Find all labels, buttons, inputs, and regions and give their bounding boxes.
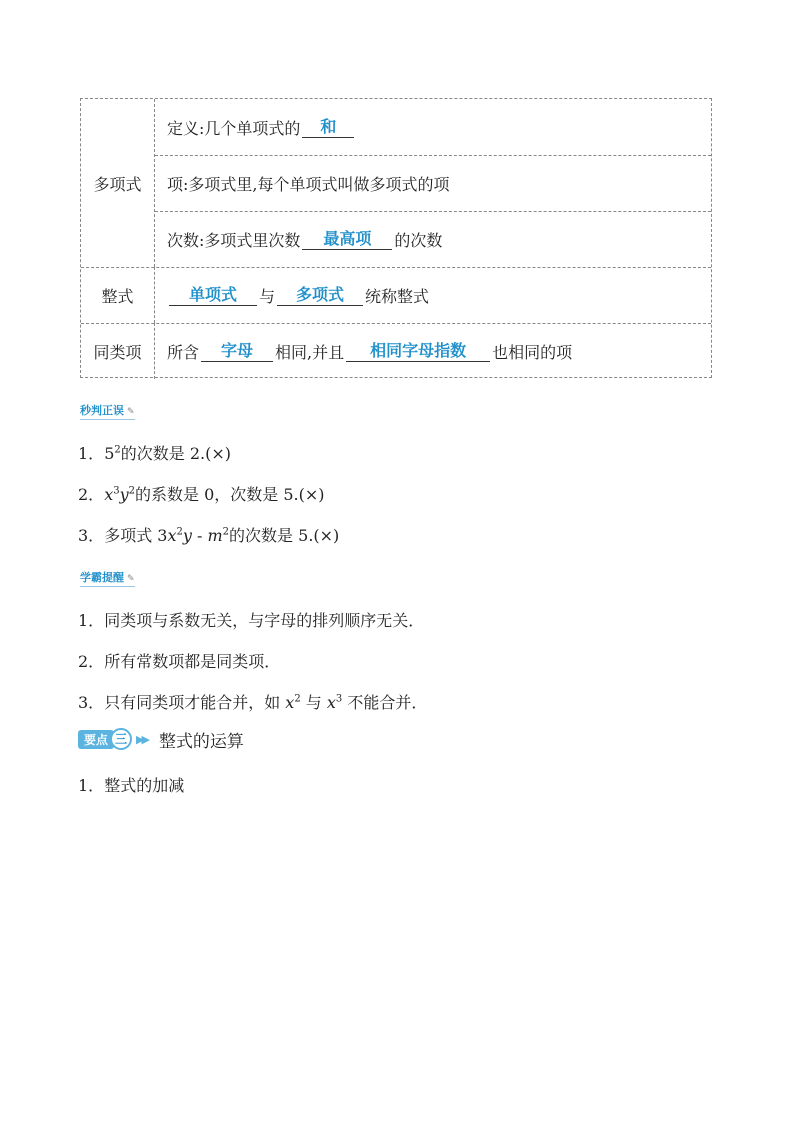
item-text: 与: [300, 693, 327, 712]
judge-badge-text: 秒判正误: [80, 404, 124, 417]
item-text: 多项式 3: [104, 526, 168, 545]
key-point-title: 整式的运算: [158, 731, 244, 752]
definition-row: [155, 99, 711, 155]
superscript: 3: [335, 693, 343, 705]
item-number: 3．: [78, 526, 105, 545]
tips-item-3: [78, 690, 427, 713]
item-text: 的系数是 0，次数是 5.(×): [135, 485, 325, 504]
degree-text: 次数:多项式里次数: [167, 230, 301, 250]
item-number: 2．: [78, 652, 105, 671]
math-var: x: [285, 693, 295, 712]
math-var: x: [104, 485, 114, 504]
tips-badge: [80, 569, 135, 587]
like-answer-1: 字母: [201, 341, 273, 362]
definition-text: 定义:几个单项式的: [167, 118, 301, 138]
superscript: 2: [114, 444, 121, 456]
integral-answer-1: 单项式: [169, 285, 257, 306]
like-prefix: 所含: [167, 342, 200, 362]
item-number: 3．: [78, 693, 105, 712]
key-point-header: [78, 729, 244, 752]
term-row: [155, 155, 711, 211]
integral-suffix: 统称整式: [365, 286, 430, 306]
item-number: 1．: [78, 611, 105, 630]
like-terms-row: [155, 323, 711, 379]
polynomial-label: 多项式: [81, 99, 155, 267]
pencil-icon: ✎: [127, 407, 135, 417]
degree-answer: 最高项: [302, 229, 392, 250]
like-terms-label: 同类项: [81, 323, 155, 379]
superscript: 2: [128, 485, 136, 497]
item-number: 1．: [78, 444, 105, 463]
integral-answer-2: 多项式: [277, 285, 363, 306]
item-text: 只有同类项才能合并，如: [104, 693, 286, 712]
item-text: 的次数是 5.(×): [229, 526, 340, 545]
superscript: 2: [294, 693, 301, 705]
degree-row: [155, 211, 711, 267]
item-text: 不能合并．: [342, 693, 428, 712]
double-arrow-icon: ▶▶: [136, 732, 147, 746]
superscript: 3: [113, 485, 120, 497]
integral-row: [155, 267, 711, 323]
tips-badge-text: 学霸提醒: [80, 571, 124, 584]
math-var: y: [119, 485, 129, 504]
like-answer-2: 相同字母指数: [346, 341, 490, 362]
superscript: 2: [176, 526, 183, 538]
math-var: x: [326, 693, 336, 712]
math: 5: [104, 444, 115, 463]
judge-item-1: [78, 441, 231, 464]
math-var: y: [182, 526, 192, 545]
item-number: 2．: [78, 485, 105, 504]
definition-answer: 和: [302, 117, 354, 138]
like-mid: 相同,并且: [275, 342, 345, 362]
integral-mid: 与: [259, 286, 276, 306]
math-var: x: [167, 526, 177, 545]
math-var: m: [207, 526, 223, 545]
tips-item-2: [78, 649, 280, 672]
superscript: 2: [222, 526, 230, 538]
item-number: 1．: [78, 776, 105, 795]
judge-item-2: [78, 482, 325, 505]
section-heading: [78, 773, 184, 796]
integral-label: 整式: [81, 267, 155, 323]
concept-table: [80, 98, 712, 378]
section-title: 整式的加减: [104, 776, 185, 795]
pencil-icon: ✎: [127, 574, 135, 584]
item-text: 所有常数项都是同类项．: [104, 652, 281, 671]
judge-badge: [80, 402, 135, 420]
term-text: 项:多项式里,每个单项式叫做多项式的项: [167, 174, 450, 194]
key-point-pill: 要点: [78, 730, 114, 749]
key-point-number: 三: [110, 728, 132, 750]
tips-item-1: [78, 608, 424, 631]
degree-suffix: 的次数: [394, 230, 443, 250]
item-text: 的次数是 2.(×): [120, 444, 231, 463]
judge-item-3: [78, 523, 339, 546]
math-op: -: [191, 526, 208, 545]
like-suffix: 也相同的项: [492, 342, 573, 362]
item-text: 同类项与系数无关，与字母的排列顺序无关．: [104, 611, 425, 630]
